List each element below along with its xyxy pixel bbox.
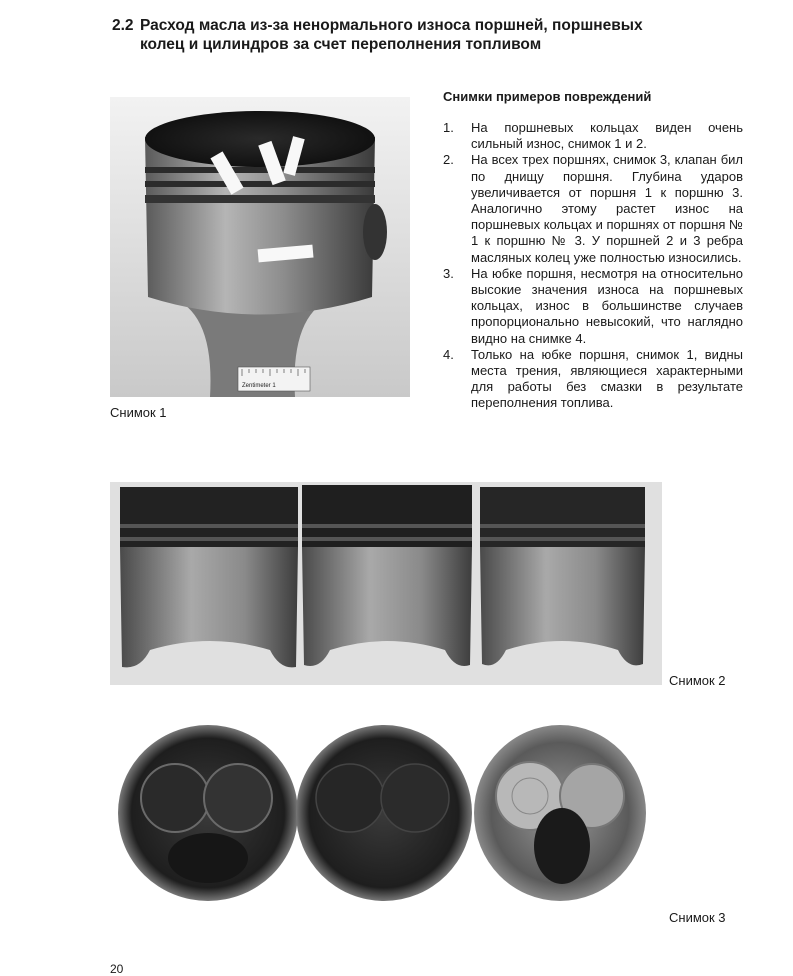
examples-title: Снимки примеров повреждений — [443, 89, 652, 104]
crown-2 — [296, 725, 472, 901]
photo-1 — [110, 97, 410, 397]
list-item: 2. На всех трех поршнях, снимок 3, клапан бил по днищу поршня. Глубина ударов увеличивается от поршня 1 к поршню 3. Аналогично этому растет износ на поршневых кольцах и поршнях от поршня № 1 к поршню № 3. У поршней 2 и 3 ребра масляных колец уже полностью износились. — [443, 152, 743, 265]
photo-2 — [110, 482, 662, 685]
photo-3 — [110, 718, 662, 908]
page-number: 20 — [110, 962, 124, 976]
examples-list — [443, 120, 743, 412]
section-number: 2.2 — [112, 17, 134, 34]
photo-2-caption: Снимок 2 — [669, 673, 726, 688]
ruler-label: Zentimeter 1 — [242, 383, 276, 389]
photo-2-pistons-image — [110, 482, 662, 685]
list-item: 1. На поршневых кольцах виден очень сильный износ, снимок 1 и 2. — [443, 120, 743, 152]
piston-2 — [302, 485, 472, 666]
photo-1-caption: Снимок 1 — [110, 405, 167, 420]
piston-3 — [480, 487, 645, 665]
list-item: 4. Только на юбке поршня, снимок 1, видны места трения, являющиеся характерными для работы без смазки в результате переполнения топлива. — [443, 346, 743, 411]
photo-3-crowns-image — [110, 718, 662, 908]
section-heading — [112, 16, 712, 54]
section-title-line1: Расход масла из-за ненормального износа поршней, поршневых — [140, 17, 643, 34]
photo-1-piston-image — [110, 97, 410, 397]
section-title-line2: колец и цилиндров за счет переполнения топливом — [140, 36, 542, 53]
crown-3 — [474, 725, 646, 901]
piston-1 — [120, 487, 298, 667]
photo-3-caption: Снимок 3 — [669, 910, 726, 925]
crown-1 — [118, 725, 298, 901]
list-item: 3. На юбке поршня, несмотря на относительно высокие значения износа на поршневых кольцах, износ в большинстве случаев пропорционально невысокий, что наглядно видно на снимке 4. — [443, 265, 743, 346]
